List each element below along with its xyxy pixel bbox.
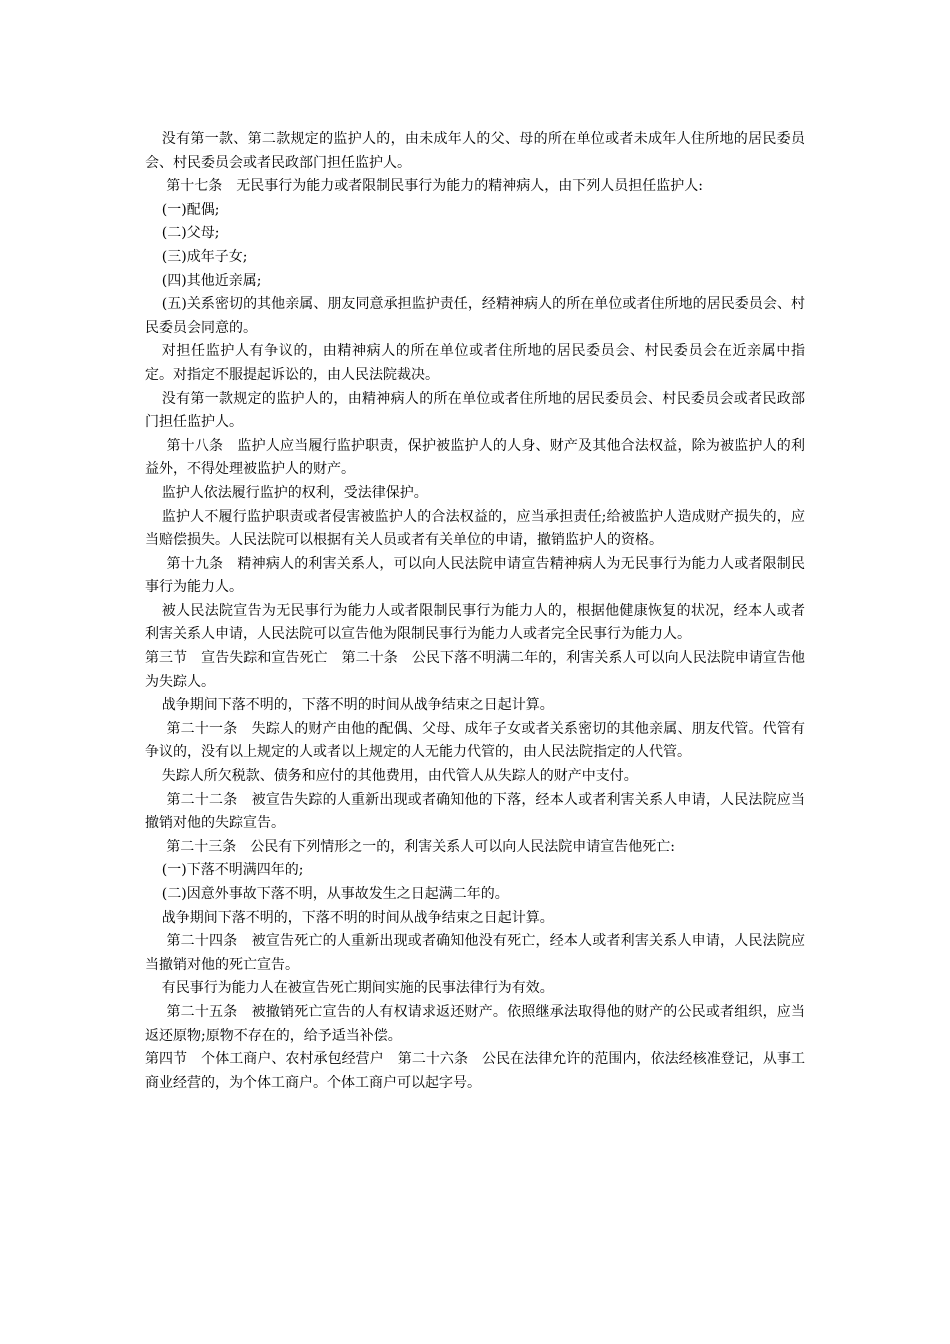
paragraph: 被人民法院宣告为无民事行为能力人或者限制民事行为能力人的，根据他健康恢复的状况，经本人或者利害关系人申请，人民法院可以宣告他为限制民事行为能力人或者完全民事行为能力人。: [145, 602, 805, 643]
article-17: 第十七条 无民事行为能力或者限制民事行为能力的精神病人，由下列人员担任监护人:: [161, 178, 703, 195]
list-item: (一)下落不明满四年的;: [161, 862, 304, 879]
paragraph: 对担任监护人有争议的，由精神病人的所在单位或者住所地的居民委员会、村民委员会在近亲属中指定。对指定不服提起诉讼的，由人民法院裁决。: [145, 343, 805, 383]
list-item: (二)因意外事故下落不明，从事故发生之日起满二年的。: [161, 886, 509, 902]
list-item: (四)其他近亲属;: [161, 272, 262, 289]
section-4-heading: 第四节 个体工商户、农村承包经营户 第二十六条 公民在法律允许的范围内，依法经核准登记，从事工商业经营的，为个体工商户。个体工商户可以起字号。: [145, 1051, 805, 1091]
article-23: 第二十三条 公民有下列情形之一的，利害关系人可以向人民法院申请宣告他死亡:: [161, 838, 675, 855]
paragraph: 没有第一款规定的监护人的，由精神病人的所在单位或者住所地的居民委员会、村民委员会或者民政部门担任监护人。: [145, 390, 805, 431]
paragraph: 没有第一款、第二款规定的监护人的，由未成年人的父、母的所在单位或者未成年人住所地的居民委员会、村民委员会或者民政部门担任监护人。: [145, 131, 805, 171]
paragraph: 失踪人所欠税款、债务和应付的其他费用，由代管人从失踪人的财产中支付。: [161, 768, 638, 785]
article-22: 第二十二条 被宣告失踪的人重新出现或者确知他的下落，经本人或者利害关系人申请，人民法院应当撤销对他的失踪宣告。: [145, 791, 806, 832]
document-body: [145, 128, 805, 1095]
list-item: (二)父母;: [161, 225, 220, 242]
paragraph: 有民事行为能力人在被宣告死亡期间实施的民事法律行为有效。: [161, 980, 554, 997]
paragraph: 战争期间下落不明的，下落不明的时间从战争结束之日起计算。: [161, 909, 554, 926]
article-21: 第二十一条 失踪人的财产由他的配偶、父母、成年子女或者关系密切的其他亲属、朋友代管。代管有争议的，没有以上规定的人或者以上规定的人无能力代管的，由人民法院指定的人代管。: [145, 720, 806, 761]
paragraph: 监护人依法履行监护的权利，受法律保护。: [161, 484, 428, 501]
paragraph: 监护人不履行监护职责或者侵害被监护人的合法权益的，应当承担责任;给被监护人造成财产损失的，应当赔偿损失。人民法院可以根据有关人员或者有关单位的申请，撤销监护人的资格。: [145, 508, 805, 549]
paragraph: 战争期间下落不明的，下落不明的时间从战争结束之日起计算。: [161, 697, 554, 714]
list-item: (一)配偶;: [161, 201, 220, 218]
section-3-heading: 第三节 宣告失踪和宣告死亡 第二十条 公民下落不明满二年的，利害关系人可以向人民法院申请宣告他为失踪人。: [145, 650, 805, 690]
article-18: 第十八条 监护人应当履行监护职责，保护被监护人的人身、财产及其他合法权益，除为被监护人的利益外，不得处理被监护人的财产。: [145, 437, 806, 478]
list-item: (五)关系密切的其他亲属、朋友同意承担监护责任，经精神病人的所在单位或者住所地的居民委员会、村民委员会同意的。: [145, 296, 805, 336]
article-19: 第十九条 精神病人的利害关系人，可以向人民法院申请宣告精神病人为无民事行为能力人或者限制民事行为能力人。: [145, 555, 806, 596]
article-25: 第二十五条 被撤销死亡宣告的人有权请求返还财产。依照继承法取得他的财产的公民或者组织，应当返还原物;原物不存在的，给予适当补偿。: [145, 1003, 806, 1044]
article-24: 第二十四条 被宣告死亡的人重新出现或者确知他没有死亡，经本人或者利害关系人申请，人民法院应当撤销对他的死亡宣告。: [145, 933, 806, 973]
list-item: (三)成年子女;: [161, 248, 248, 265]
